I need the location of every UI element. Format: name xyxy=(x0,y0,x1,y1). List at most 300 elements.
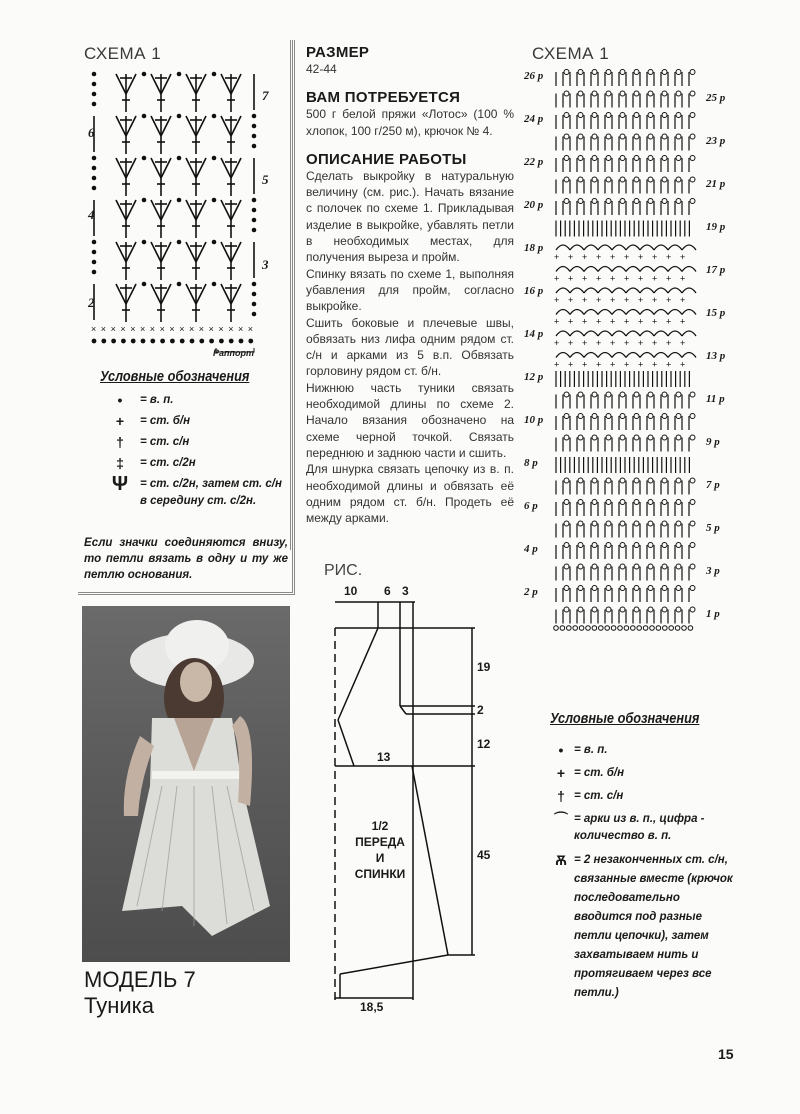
chain xyxy=(676,177,681,182)
chain-arc xyxy=(584,267,598,272)
chain xyxy=(592,113,597,118)
chain xyxy=(634,134,639,139)
row-label: 23 р xyxy=(706,135,726,147)
chain-arc xyxy=(640,353,654,358)
chain-dot xyxy=(170,339,175,344)
chain xyxy=(606,435,611,440)
chain-arc xyxy=(556,353,570,358)
single-crochet: × xyxy=(198,324,205,334)
chain xyxy=(578,392,583,397)
single-crochet: + xyxy=(610,273,616,284)
chain-arc xyxy=(654,267,668,272)
fan-stitch xyxy=(116,284,136,322)
chain-arc xyxy=(626,353,640,358)
chain-arc xyxy=(626,288,640,293)
model-subtitle: Туника xyxy=(84,993,154,1018)
row-label: 12 р xyxy=(524,371,544,383)
row-label: 1 р xyxy=(706,608,720,620)
tunic-photo xyxy=(82,606,290,962)
fan-stitch xyxy=(221,284,241,322)
foundation-chain xyxy=(592,626,597,631)
chain xyxy=(592,500,597,505)
single-crochet: + xyxy=(652,295,658,305)
legend-note: Если значки соединяются внизу, то петли вязать в одну и ту же петлю основания. xyxy=(84,537,288,581)
chain-dot xyxy=(142,198,147,203)
single-crochet: + xyxy=(666,273,672,284)
foundation-chain xyxy=(669,626,674,631)
chain xyxy=(676,586,681,591)
chain xyxy=(662,435,667,440)
chain xyxy=(676,392,681,397)
single-crochet: + xyxy=(680,295,686,305)
chain xyxy=(606,392,611,397)
chain-dot xyxy=(199,339,204,344)
chain-dot xyxy=(160,339,165,344)
page-number: 15 xyxy=(718,1046,734,1062)
chain-arc xyxy=(598,288,612,293)
chain-dot xyxy=(212,198,217,203)
row-label: 24 р xyxy=(524,113,544,125)
single-crochet: + xyxy=(554,359,560,370)
fan-stitch xyxy=(116,74,136,112)
chain-arc xyxy=(584,245,598,250)
foundation-chain xyxy=(631,626,636,631)
row-label: 19 р xyxy=(706,221,726,233)
chain xyxy=(634,607,639,612)
chain-dot xyxy=(252,144,257,149)
foundation-chain xyxy=(663,626,668,631)
single-crochet: + xyxy=(568,359,574,370)
chain-arc xyxy=(556,267,570,272)
row-label: 7 р xyxy=(706,479,720,491)
single-crochet: + xyxy=(554,338,560,348)
chain xyxy=(662,478,667,483)
chain xyxy=(592,435,597,440)
chain xyxy=(690,521,695,526)
chain xyxy=(662,70,667,75)
chain xyxy=(606,177,611,182)
fan-stitch xyxy=(186,200,206,238)
chain-arc xyxy=(584,331,598,336)
chain xyxy=(648,177,653,182)
foundation-chain xyxy=(605,626,610,631)
chain xyxy=(648,134,653,139)
chain-dot xyxy=(142,72,147,77)
chain-arc xyxy=(584,288,598,293)
drawing-title: РИС. xyxy=(324,562,363,579)
chain xyxy=(606,113,611,118)
single-crochet: × xyxy=(91,324,97,334)
chain xyxy=(690,199,695,204)
row-label: 6 р xyxy=(524,500,538,512)
chain xyxy=(634,521,639,526)
chain-dot xyxy=(239,339,244,344)
fan-stitch xyxy=(186,116,206,154)
chain-dot xyxy=(92,102,97,107)
single-crochet: × xyxy=(100,324,107,334)
fan-stitch xyxy=(186,158,206,196)
single-crochet: + xyxy=(652,359,658,370)
foundation-chain xyxy=(643,626,648,631)
chain-dot xyxy=(248,339,253,344)
chain xyxy=(634,500,639,505)
chain-arc xyxy=(626,331,640,336)
chain xyxy=(564,435,569,440)
chain xyxy=(690,500,695,505)
foundation-chain xyxy=(554,626,559,631)
chain-dot xyxy=(252,302,257,307)
chain xyxy=(648,586,653,591)
chain xyxy=(564,586,569,591)
chain xyxy=(676,521,681,526)
chain xyxy=(676,70,681,75)
chain xyxy=(648,435,653,440)
chain xyxy=(592,564,597,569)
legend-item: † = ст. с/н xyxy=(548,788,733,805)
chain xyxy=(662,500,667,505)
chain xyxy=(592,414,597,419)
chain-arc xyxy=(640,288,654,293)
chain xyxy=(620,113,625,118)
single-crochet: + xyxy=(554,316,560,327)
chain xyxy=(564,500,569,505)
row-label: 26 р xyxy=(524,70,544,82)
chain-arc xyxy=(682,245,696,250)
single-crochet: + xyxy=(680,316,686,327)
chain xyxy=(564,478,569,483)
chain xyxy=(564,521,569,526)
dim-armhole: 3 xyxy=(402,584,409,598)
foundation-chain xyxy=(688,626,693,631)
fan-stitch xyxy=(221,200,241,238)
chain xyxy=(564,414,569,419)
dim-waist: 13 xyxy=(377,750,391,764)
fan-stitch xyxy=(221,74,241,112)
single-crochet: + xyxy=(596,273,602,284)
chain-arc xyxy=(556,288,570,293)
single-crochet: + xyxy=(582,316,588,327)
waistband xyxy=(152,771,240,779)
fan-stitch xyxy=(116,242,136,280)
row-number: 7 xyxy=(262,88,269,103)
chain-dot xyxy=(142,114,147,119)
fan-stitch xyxy=(151,242,171,280)
chain-arc xyxy=(598,331,612,336)
materials-heading: ВАМ ПОТРЕБУЕТСЯ xyxy=(306,89,461,107)
row-number: 2 xyxy=(88,295,95,310)
chain-dot xyxy=(252,282,257,287)
foundation-chain xyxy=(656,626,661,631)
dim-shoulder: 6 xyxy=(384,584,391,598)
chain xyxy=(662,521,667,526)
foundation-chain xyxy=(624,626,629,631)
chain xyxy=(620,91,625,96)
chain-dot xyxy=(150,339,155,344)
chain xyxy=(578,478,583,483)
single-crochet: + xyxy=(610,316,616,327)
chain xyxy=(564,607,569,612)
foundation-chain xyxy=(586,626,591,631)
fan-stitch xyxy=(186,74,206,112)
chain-dot xyxy=(92,240,97,245)
chain xyxy=(662,91,667,96)
row-label: 4 р xyxy=(524,543,538,555)
row-label: 10 р xyxy=(524,414,544,426)
single-crochet: + xyxy=(568,338,574,348)
chain xyxy=(606,564,611,569)
chain xyxy=(592,177,597,182)
foundation-chain xyxy=(637,626,642,631)
single-crochet: + xyxy=(596,252,602,262)
chain xyxy=(676,478,681,483)
single-crochet: + xyxy=(638,316,644,327)
single-crochet: + xyxy=(624,252,630,262)
chain xyxy=(634,586,639,591)
chain-dot xyxy=(212,282,217,287)
chain xyxy=(578,134,583,139)
chain-dot xyxy=(229,339,234,344)
chain-arc xyxy=(682,267,696,272)
chain xyxy=(620,607,625,612)
fan-stitch-icon: Ψ xyxy=(111,473,129,495)
chain-arc xyxy=(570,310,584,315)
single-crochet: + xyxy=(624,316,630,327)
chain xyxy=(578,500,583,505)
chain xyxy=(690,392,695,397)
foundation-chain xyxy=(650,626,655,631)
chain-dot xyxy=(141,339,146,344)
chain xyxy=(620,177,625,182)
legend-item: • = в. п. xyxy=(548,742,733,759)
single-crochet: + xyxy=(582,252,588,262)
single-crochet: + xyxy=(596,295,602,305)
chain xyxy=(648,156,653,161)
fan-stitch xyxy=(221,242,241,280)
face xyxy=(180,662,212,702)
single-crochet: + xyxy=(596,316,602,327)
chain-dot xyxy=(252,312,257,317)
chain-dot xyxy=(92,270,97,275)
model-image xyxy=(82,606,290,962)
row-number: 3 xyxy=(262,257,269,272)
chain xyxy=(648,113,653,118)
chain xyxy=(634,478,639,483)
foundation-chain xyxy=(567,626,572,631)
chain xyxy=(564,392,569,397)
chain xyxy=(648,607,653,612)
treble-crochet-icon: ‡ xyxy=(116,455,124,471)
chain xyxy=(634,414,639,419)
chain-arc xyxy=(640,245,654,250)
chain xyxy=(564,156,569,161)
paragraph: Сделать выкройку в натуральную величину (см. рис.). Начать вязание с полочек по схеме 1. Прикладывая изделие в выкройке, убавлять петли в необходимых местах, для получения выреза и пройм. xyxy=(306,168,514,265)
row-label: 22 р xyxy=(524,156,544,168)
chain xyxy=(662,134,667,139)
chain xyxy=(676,91,681,96)
chain xyxy=(592,134,597,139)
chain-arc xyxy=(598,353,612,358)
foundation-chain xyxy=(611,626,616,631)
paragraph: Сшить боковые и плечевые швы, обвязать низ лифа одним рядом ст. с/н и арками из 5 в.п. Обвязать горловину рядом ст. б/н. xyxy=(306,315,514,379)
single-crochet: + xyxy=(582,295,588,305)
chain xyxy=(578,70,583,75)
legend-item: + = ст. б/н xyxy=(100,413,285,430)
chain xyxy=(592,607,597,612)
chain xyxy=(634,177,639,182)
chain xyxy=(690,113,695,118)
chain-dot xyxy=(92,72,97,77)
paragraph: Нижнюю часть туники связать необходимой длины по схеме 2. Начало вязания обозначено на схеме черной точкой. Связать переднюю и заднюю части и сшить. xyxy=(306,380,514,460)
row-label: 5 р xyxy=(706,522,720,534)
chain-dot xyxy=(92,339,97,344)
chain-dot xyxy=(92,260,97,265)
chain-arc xyxy=(598,310,612,315)
row-label: 11 р xyxy=(706,393,725,405)
single-crochet: + xyxy=(624,338,630,348)
single-crochet: + xyxy=(568,252,574,262)
chain xyxy=(676,435,681,440)
single-crochet: + xyxy=(554,295,560,305)
chain xyxy=(578,113,583,118)
chain xyxy=(662,199,667,204)
dim-armhole-depth: 19 xyxy=(477,660,491,674)
chain xyxy=(676,500,681,505)
single-crochet: × xyxy=(228,324,234,334)
chain-arc xyxy=(654,353,668,358)
single-crochet: + xyxy=(638,273,644,284)
chain-dot xyxy=(177,156,182,161)
fan-stitch xyxy=(116,200,136,238)
double-crochet-icon: † xyxy=(116,434,124,450)
chain xyxy=(620,199,625,204)
chain xyxy=(634,156,639,161)
chain xyxy=(606,70,611,75)
dim-hem-width: 18,5 xyxy=(360,1000,384,1014)
schema-title-left: СХЕМА 1 xyxy=(84,44,162,63)
size-value: 42-44 xyxy=(306,62,337,76)
row-label: 8 р xyxy=(524,457,538,469)
chain xyxy=(648,392,653,397)
chain-dot xyxy=(142,240,147,245)
pattern-piece-label: 1/2 ПЕРЕДА И СПИНКИ xyxy=(354,819,406,881)
chain xyxy=(676,134,681,139)
chain xyxy=(578,521,583,526)
neckline-lower xyxy=(338,720,354,766)
chain xyxy=(578,435,583,440)
chain xyxy=(606,607,611,612)
repeat-label: Раппорт xyxy=(213,348,255,358)
chain xyxy=(676,156,681,161)
chain-arc xyxy=(570,288,584,293)
chain xyxy=(606,586,611,591)
chain-dot-icon: • xyxy=(558,742,564,758)
chain xyxy=(564,199,569,204)
legend-item: † = ст. с/н xyxy=(100,434,285,451)
chain xyxy=(620,543,625,548)
single-crochet: + xyxy=(610,295,616,305)
single-crochet: × xyxy=(130,324,136,334)
materials-text: 500 г белой пряжи «Лотос» (100 % хлопок, 100 г/250 м), крючок № 4. xyxy=(306,107,514,138)
fan-stitch xyxy=(151,116,171,154)
chain xyxy=(564,543,569,548)
legend-item: Ѫ = 2 незаконченных ст. с/н, связанные вместе (крючок последовательно вводится под разные петли цепочки), затем захватываем нить и протягиваем через все петли.) xyxy=(548,851,733,1003)
chain xyxy=(564,91,569,96)
chain-arc-icon: ⌒ xyxy=(554,811,568,827)
chain xyxy=(592,478,597,483)
legend-left xyxy=(100,392,285,510)
foundation-chain xyxy=(618,626,623,631)
chain xyxy=(690,414,695,419)
single-crochet: + xyxy=(638,359,644,370)
chain xyxy=(606,521,611,526)
chain-dot xyxy=(121,339,126,344)
chain xyxy=(648,478,653,483)
size-heading: РАЗМЕР xyxy=(306,44,370,61)
single-crochet: × xyxy=(189,324,195,334)
chain xyxy=(578,91,583,96)
foundation-chain xyxy=(560,626,565,631)
chain xyxy=(578,177,583,182)
side-seam xyxy=(412,766,448,955)
chain-dot xyxy=(92,166,97,171)
chain-arc xyxy=(668,288,682,293)
foundation-chain xyxy=(675,626,680,631)
chain-dot xyxy=(252,134,257,139)
single-crochet: + xyxy=(596,359,602,370)
chain-dot xyxy=(252,292,257,297)
chain-dot xyxy=(252,114,257,119)
chain xyxy=(606,134,611,139)
single-crochet: + xyxy=(680,359,686,370)
chain-dot xyxy=(111,339,116,344)
chain xyxy=(648,500,653,505)
chain xyxy=(648,91,653,96)
chain-arc xyxy=(668,245,682,250)
chain xyxy=(606,543,611,548)
chain-arc xyxy=(570,267,584,272)
chain xyxy=(662,392,667,397)
foundation-chain xyxy=(599,626,604,631)
foundation-chain xyxy=(579,626,584,631)
foundation-chain xyxy=(682,626,687,631)
legend-right xyxy=(548,742,733,1003)
chain xyxy=(606,500,611,505)
chain xyxy=(676,414,681,419)
chain-dot xyxy=(190,339,195,344)
chain-arc xyxy=(668,310,682,315)
chain xyxy=(690,543,695,548)
chain xyxy=(606,199,611,204)
chain xyxy=(690,478,695,483)
chain-dot xyxy=(180,339,185,344)
chain xyxy=(620,564,625,569)
chain xyxy=(592,91,597,96)
single-crochet: + xyxy=(610,338,616,348)
fan-stitch xyxy=(221,158,241,196)
chain-dot-icon: • xyxy=(117,392,123,408)
chain-arc xyxy=(612,353,626,358)
chain-arc xyxy=(598,267,612,272)
chain xyxy=(676,543,681,548)
paragraph: Спинку вязать по схеме 1, выполняя убавления для пройм, согласно выкройке. xyxy=(306,266,514,314)
chain-arc xyxy=(626,310,640,315)
chain xyxy=(564,177,569,182)
single-crochet: + xyxy=(652,316,658,327)
single-crochet: + xyxy=(652,273,658,284)
chain-arc xyxy=(668,331,682,336)
chain-dot xyxy=(252,124,257,129)
chain-dot xyxy=(92,92,97,97)
